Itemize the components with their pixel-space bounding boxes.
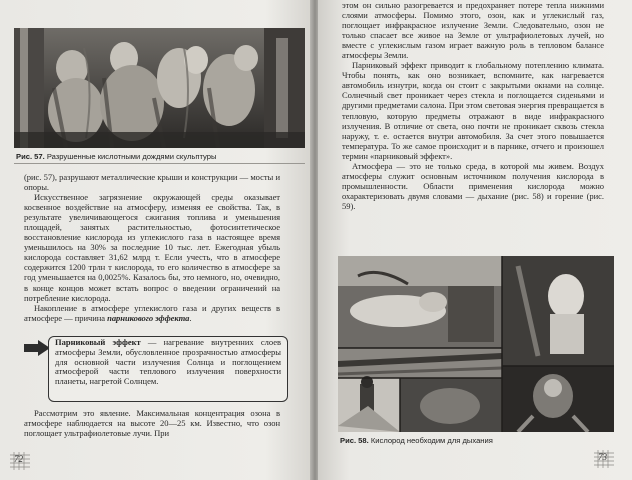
- paragraph-ozone-continued: этом он сильно разогревается и предохраняет потере тепла нижними слоями атмосферы. Помимо этого, озон, как и углекислый газ, поглощает инфракрасное излучение Земли. Следовательно, озон не только спасает все живое на Земле от ультрафиолетовых лучей, но вместе с углекислым газом играет важную роль в тепловом балансе атмосферы Земли.: [342, 0, 604, 61]
- greenhouse-term: парникового эффекта: [107, 312, 190, 323]
- paragraph-continuation: (рис. 57), разрушают металлические крыши и конструкции — мосты и опоры.: [24, 172, 280, 193]
- left-page: [0, 0, 312, 480]
- paragraph-ozone: Рассмотрим это явление. Максимальная концентрация озона в атмосфере наблюдается на высоте 20—25 км. Известно, что озон поглощает ультрафиолетовые лучи. При: [24, 408, 280, 439]
- accumulation-end: .: [189, 312, 192, 323]
- paragraph-global-warming: Парниковый эффект приводит к глобальному потеплению климата. Чтобы понять, как оно возникает, вспомните, как нагревается автомобиль изнутри, когда он стоит с закрытыми окнами на солнце. Солнечный свет проникает через стекла и поглощается сиденьями и другими предметами салона. При этом световая энергия превращается в тепловую, которую предметы отражают в виде инфракрасного излучения. В отличие от света, оно почти не проникает сквозь стекла наружу, т. е. остается внутри автомобиля. За счет этого повышается температура. То же самое происходит и в парнике, отчего и произошел термин «парниковый эффект».: [342, 60, 604, 161]
- definition-box: [48, 336, 288, 402]
- definition-text: — нагревание внутренних слоев атмосферы Земли, обусловленное прозрачностью атмосферы для основной части излучения Солнца и поглощением атмосферой части теплового излучения поверхности планеты, нагретой Солнцем.: [55, 337, 281, 387]
- paragraph-oxygen-use: Атмосфера — это не только среда, в которой мы живем. Воздух атмосферы служит основным источником получения кислорода в промышленности. Области применения кислорода можно охарактеризовать двумя словами — дыхание (рис. 58) и горение (рис. 59).: [342, 160, 604, 211]
- page-number-right: 73: [598, 452, 607, 462]
- caption-divider: [14, 163, 305, 164]
- figure-57-caption-text: Разрушенные кислотными дождями скульптуры: [46, 152, 217, 161]
- definition-term: Парниковый эффект: [55, 337, 141, 347]
- figure-57-photo: [14, 28, 305, 148]
- right-text-block: [342, 0, 604, 211]
- figure-57-caption: [16, 152, 216, 161]
- right-page: [318, 0, 632, 480]
- paragraph-pollution: Искусственное загрязнение окружающей среды оказывает косвенное воздействие на атмосферу, изменяя ее свойства. Так, в результате увеличивающегося сжигания топлива и уменьшения площадей, занятых растительностью, фотосинтетическое восстановление кислорода из углекислого газа в настоящее время уменьшилось на 30% за последние 10 тыс. лет. Ежегодная убыль кислорода составляет 31,62 млрд т. Если учесть, что в атмосфере содержится 1200 трлн т кислорода, то его количество в атмосфере за год уменьшается на 0,0025%. Казалось бы, это немного, но, очевидно, в конце концов может встать вопрос о введении ограничений на потребление кислорода.: [24, 192, 280, 303]
- figure-58-caption: [340, 436, 493, 445]
- left-text-block: [24, 172, 280, 323]
- figure-58-photo: [338, 256, 614, 432]
- paragraph-accumulation: [24, 303, 280, 323]
- figure-58-caption-label: Рис. 58.: [340, 436, 369, 445]
- page-number-left: 72: [14, 454, 23, 464]
- breathing-collage-image: [338, 256, 614, 432]
- accumulation-text: Накопление в атмосфере углекислого газа и других веществ в атмосфере — причина: [24, 302, 280, 323]
- figure-57-caption-label: Рис. 57.: [16, 152, 45, 161]
- sculptures-image: [14, 28, 305, 148]
- definition-arrow-icon: [24, 340, 50, 356]
- figure-58-caption-text: Кислород необходим для дыхания: [370, 436, 493, 445]
- left-bottom-text: [24, 408, 280, 438]
